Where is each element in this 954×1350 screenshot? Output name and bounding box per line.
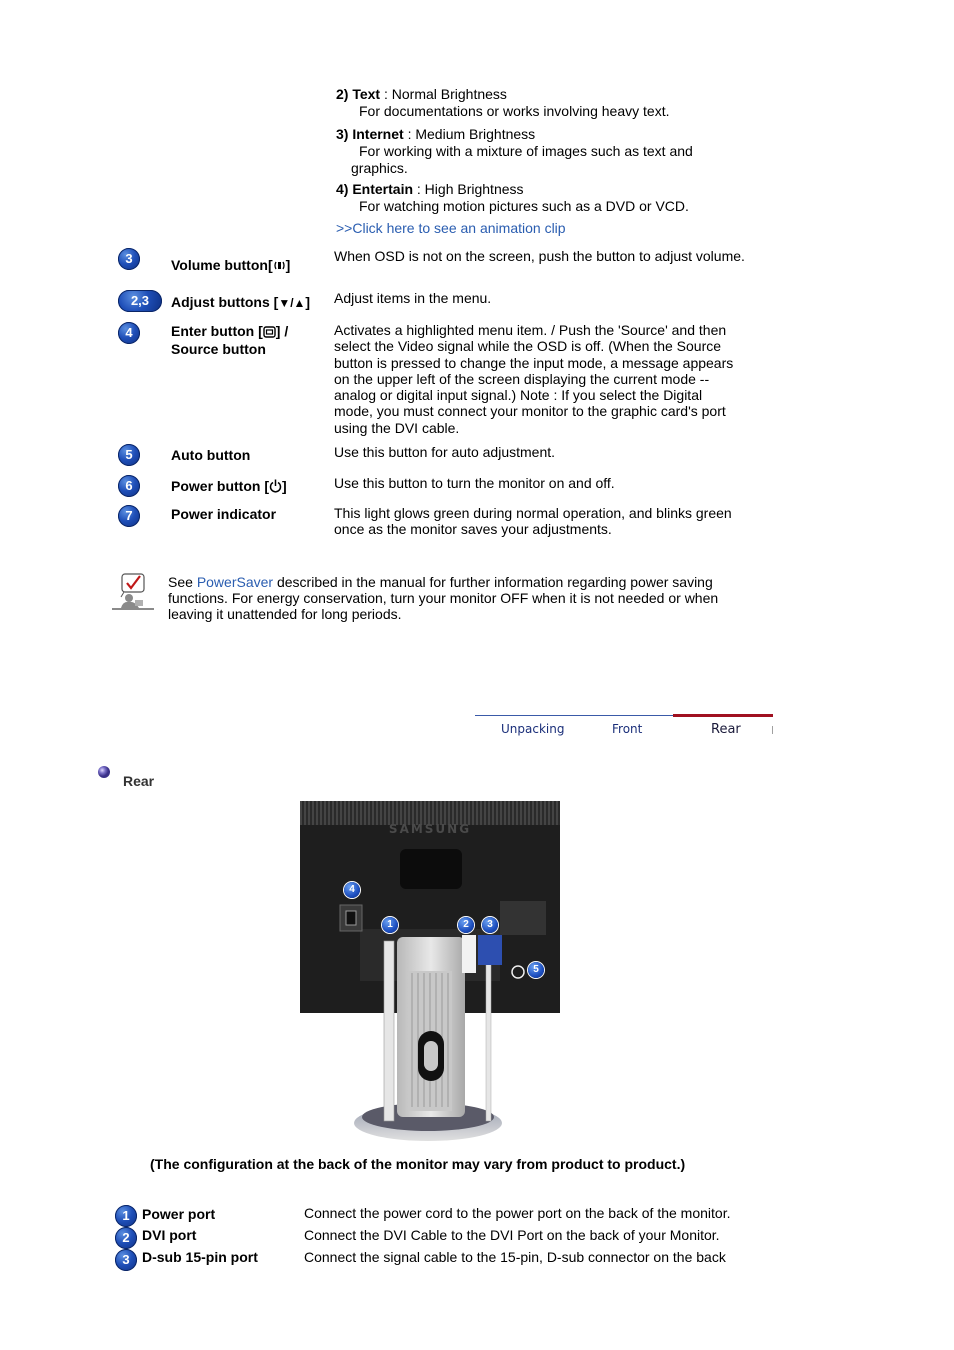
power-port-label: Power port [142,1206,216,1222]
adjust-buttons-label: Adjust buttons [▼/▲] [171,294,311,310]
tab-divider [772,726,773,734]
volume-button-label: Volume button[ ] [171,257,291,273]
power-indicator-label: Power indicator [171,506,277,522]
down-up-arrows-icon: ▼/▲ [278,296,306,310]
tab-line [475,715,673,716]
auto-button-desc: Use this button for auto adjustment. [334,444,556,460]
power-button-label: Power button [ ] [171,478,287,494]
volume-icon [273,259,286,275]
badge-4: 4 [118,322,140,344]
monitor-rear-image [300,801,560,1143]
tab-unpacking[interactable]: Unpacking [501,722,565,736]
tab-front[interactable]: Front [612,722,643,736]
tab-rear[interactable]: Rear [711,722,741,737]
badge-7: 7 [118,505,140,527]
section-title: Rear [123,773,155,789]
mode-internet: 3) Internet : Medium Brightness For working with a mixture of images such as text and graphics. [336,126,693,176]
powersaver-link[interactable]: PowerSaver [196,574,274,590]
image-badge-3: 3 [482,917,498,933]
dsub-port-label: D-sub 15-pin port [142,1249,258,1265]
monitor-brand: SAMSUNG [388,822,472,836]
power-port-desc: Connect the power cord to the power port on the back of the monitor. [304,1205,731,1221]
adjust-buttons-desc: Adjust items in the menu. [334,290,492,306]
mode-text: 2) Text : Normal Brightness For documentations or works involving heavy text. [336,86,670,119]
image-badge-1: 1 [382,917,398,933]
dvi-port-label: DVI port [142,1227,197,1243]
power-indicator-desc: This light glows green during normal operation, and blinks green once as the monitor saves your adjustments. [334,505,732,538]
port-badge-3: 3 [115,1249,137,1271]
port-badge-1: 1 [115,1205,137,1227]
enter-button-desc: Activates a highlighted menu item. / Push the 'Source' and then select the Video signal while the OSD is off. (When the Source button is pressed to change the input mode, a message appears on the upper left of the screen displaying the current mode -- analog or digital input signal.) Note : If you select the Digital mode, you must connect your monitor to the graphic card's port using the DVI cable. [334,322,734,436]
enter-button-label: Enter button [ ] / Source button [171,323,289,357]
badge-2-3: 2,3 [118,290,162,312]
badge-6: 6 [118,475,140,497]
tab-active-line [673,714,773,717]
image-badge-4: 4 [344,882,360,898]
image-caption: (The configuration at the back of the monitor may vary from product to product.) [150,1156,686,1172]
image-badge-2: 2 [458,917,474,933]
port-badge-2: 2 [115,1227,137,1249]
animation-clip-link[interactable]: >>Click here to see an animation clip [336,220,566,236]
image-badge-5: 5 [528,962,544,978]
badge-3: 3 [118,248,140,270]
auto-button-label: Auto button [171,447,251,463]
powersaver-note: See PowerSaver described in the manual for further information regarding power saving functions. For energy conservation, turn your monitor OFF when it is not needed or when leaving it unattended for long periods. [168,574,719,622]
note-icon [111,572,155,613]
dvi-port-desc: Connect the DVI Cable to the DVI Port on the back of your Monitor. [304,1227,720,1243]
power-icon [269,479,282,496]
enter-icon [263,325,276,341]
volume-button-desc: When OSD is not on the screen, push the button to adjust volume. [334,248,745,264]
mode-entertain: 4) Entertain : High Brightness For watching motion pictures such as a DVD or VCD. [336,181,689,214]
bullet-icon [97,765,111,782]
badge-5: 5 [118,444,140,466]
dsub-port-desc: Connect the signal cable to the 15-pin, D-sub connector on the back [304,1249,726,1265]
power-button-desc: Use this button to turn the monitor on and off. [334,475,615,491]
